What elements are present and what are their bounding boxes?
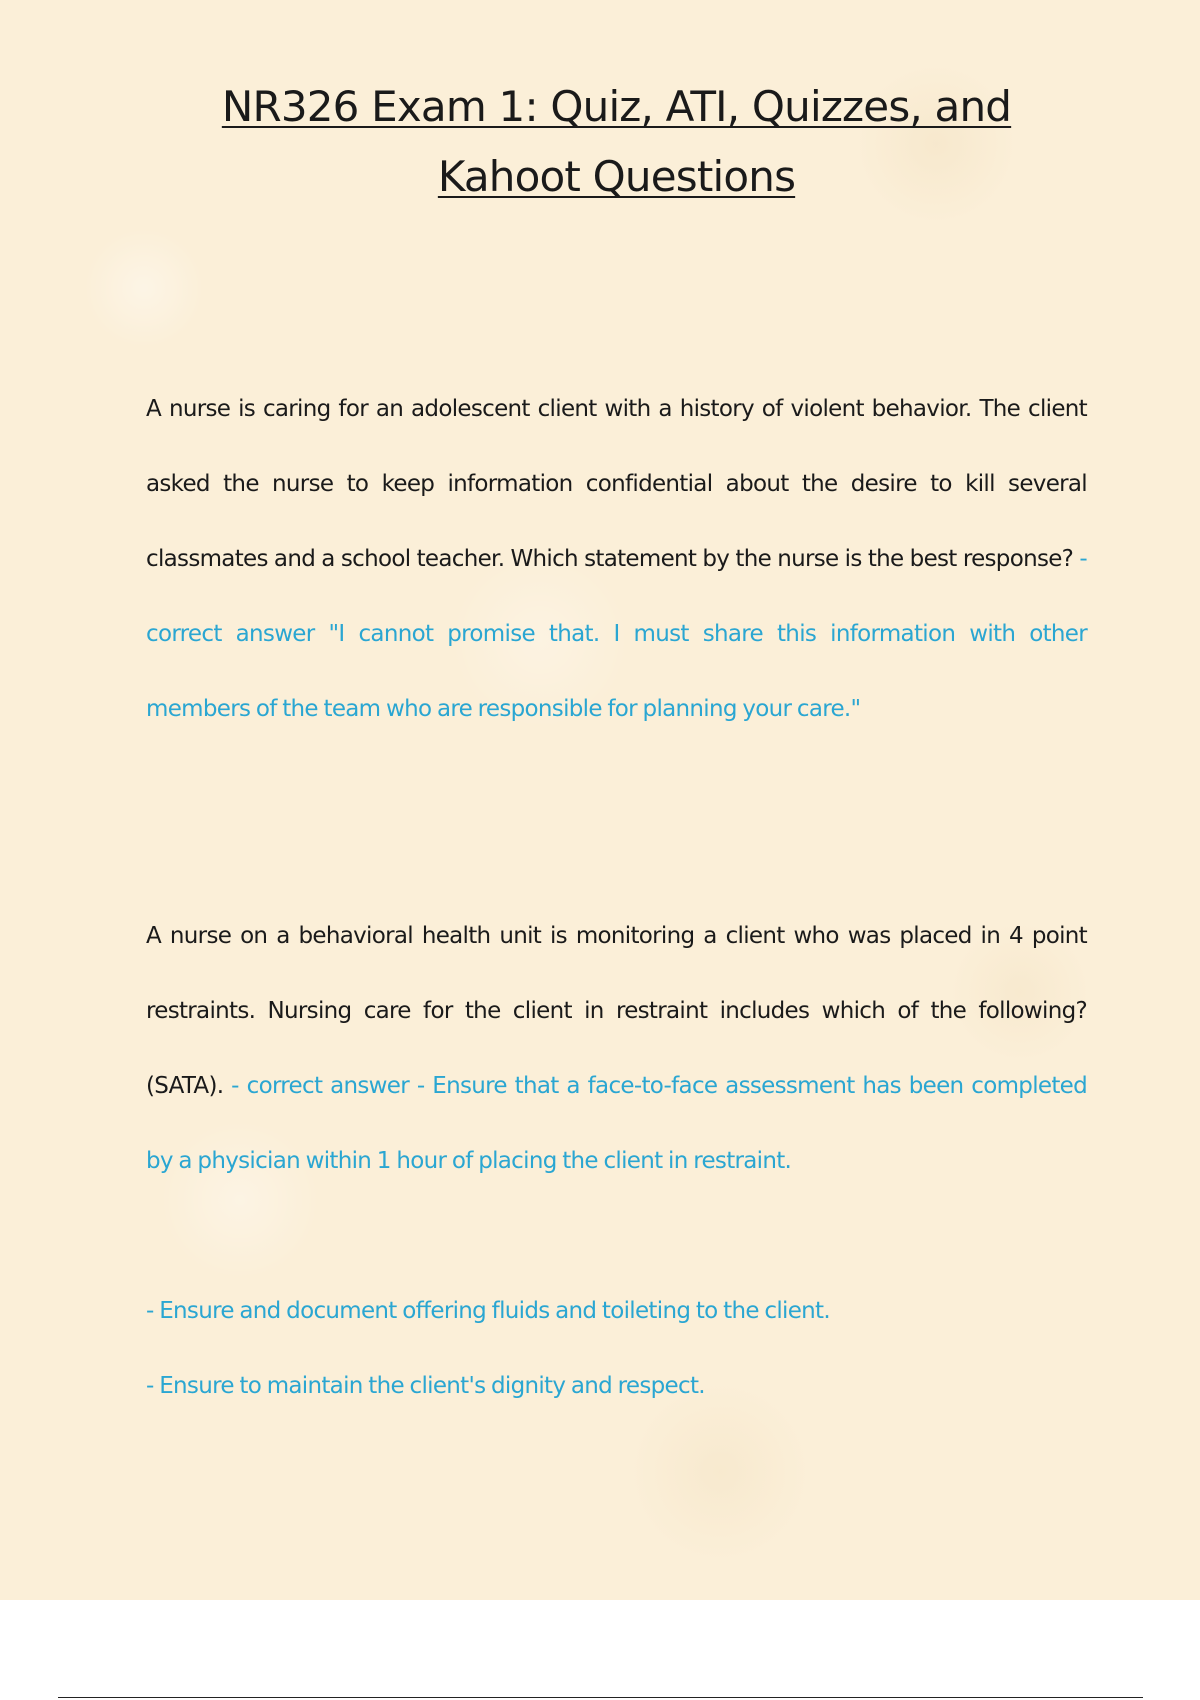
title-line-1: NR326 Exam 1: Quiz, ATI, Quizzes, and	[221, 82, 1012, 131]
answer-extra-line: - Ensure to maintain the client's dignity and respect.	[146, 1373, 705, 1399]
answer-text: - correct answer "I cannot promise that. I must share this information with other members of the team who are responsible for planning your care."	[146, 546, 1087, 722]
question-text: A nurse is caring for an adolescent client with a history of violent behavior. The client asked the nurse to keep information confidential about the desire to kill several classmates and a school teacher. Which statement by the nurse is the best response?	[146, 396, 1087, 572]
page-title	[0, 72, 1200, 212]
answer-extra-line: - Ensure and document offering fluids and toileting to the client.	[146, 1298, 830, 1324]
title-line-2: Kahoot Questions	[437, 152, 796, 201]
footer-divider	[58, 1697, 1143, 1698]
answer-text: - correct answer - Ensure that a face-to-face assessment has been completed by a physician within 1 hour of placing the client in restraint.	[146, 1073, 1087, 1174]
question-block-2	[146, 899, 1087, 1199]
question-text: A nurse on a behavioral health unit is monitoring a client who was placed in 4 point restraints. Nursing care for the client in restraint includes which of the following? (SATA).	[146, 923, 1087, 1099]
question-block-1	[146, 372, 1087, 747]
